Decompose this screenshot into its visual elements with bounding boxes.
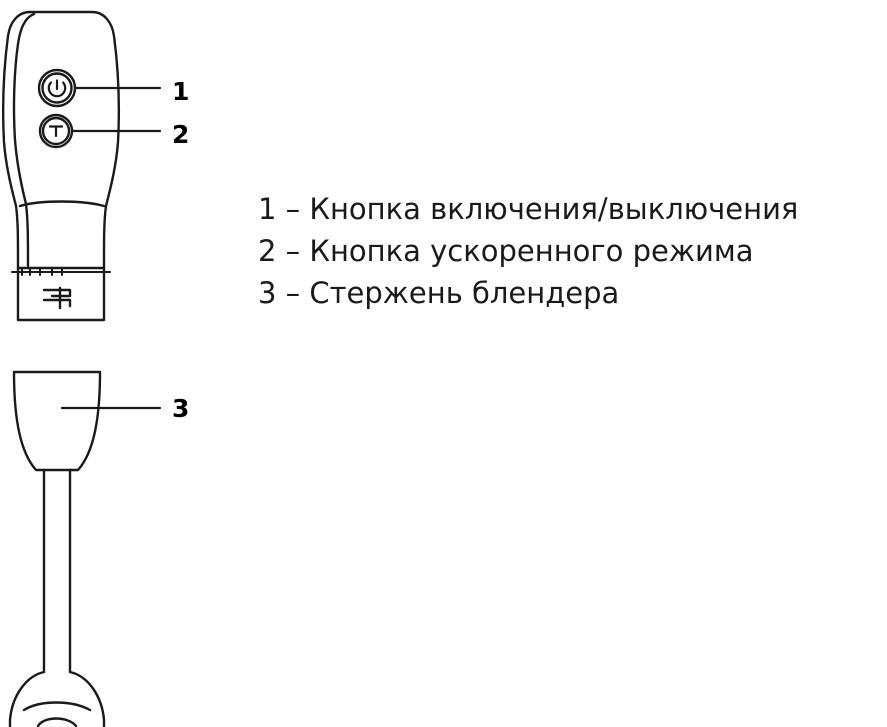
callout-label-2: 2	[172, 120, 190, 149]
legend-item-2: 2 – Кнопка ускоренного режима	[258, 234, 754, 268]
callout-label-1: 1	[172, 77, 190, 106]
legend-item-1: 1 – Кнопка включения/выключения	[258, 192, 799, 226]
motor-body-outline	[3, 12, 119, 268]
callout-label-3: 3	[172, 394, 190, 423]
power-button	[39, 70, 75, 106]
turbo-button	[40, 115, 72, 147]
blender-bell-foot	[10, 672, 104, 727]
blender-shaft	[14, 372, 100, 672]
legend-item-3: 3 – Стержень блендера	[258, 276, 620, 310]
coupling-socket-detail	[44, 288, 70, 308]
leader-lines	[62, 88, 160, 408]
motor-front-panel	[20, 202, 104, 207]
legend	[258, 188, 887, 314]
